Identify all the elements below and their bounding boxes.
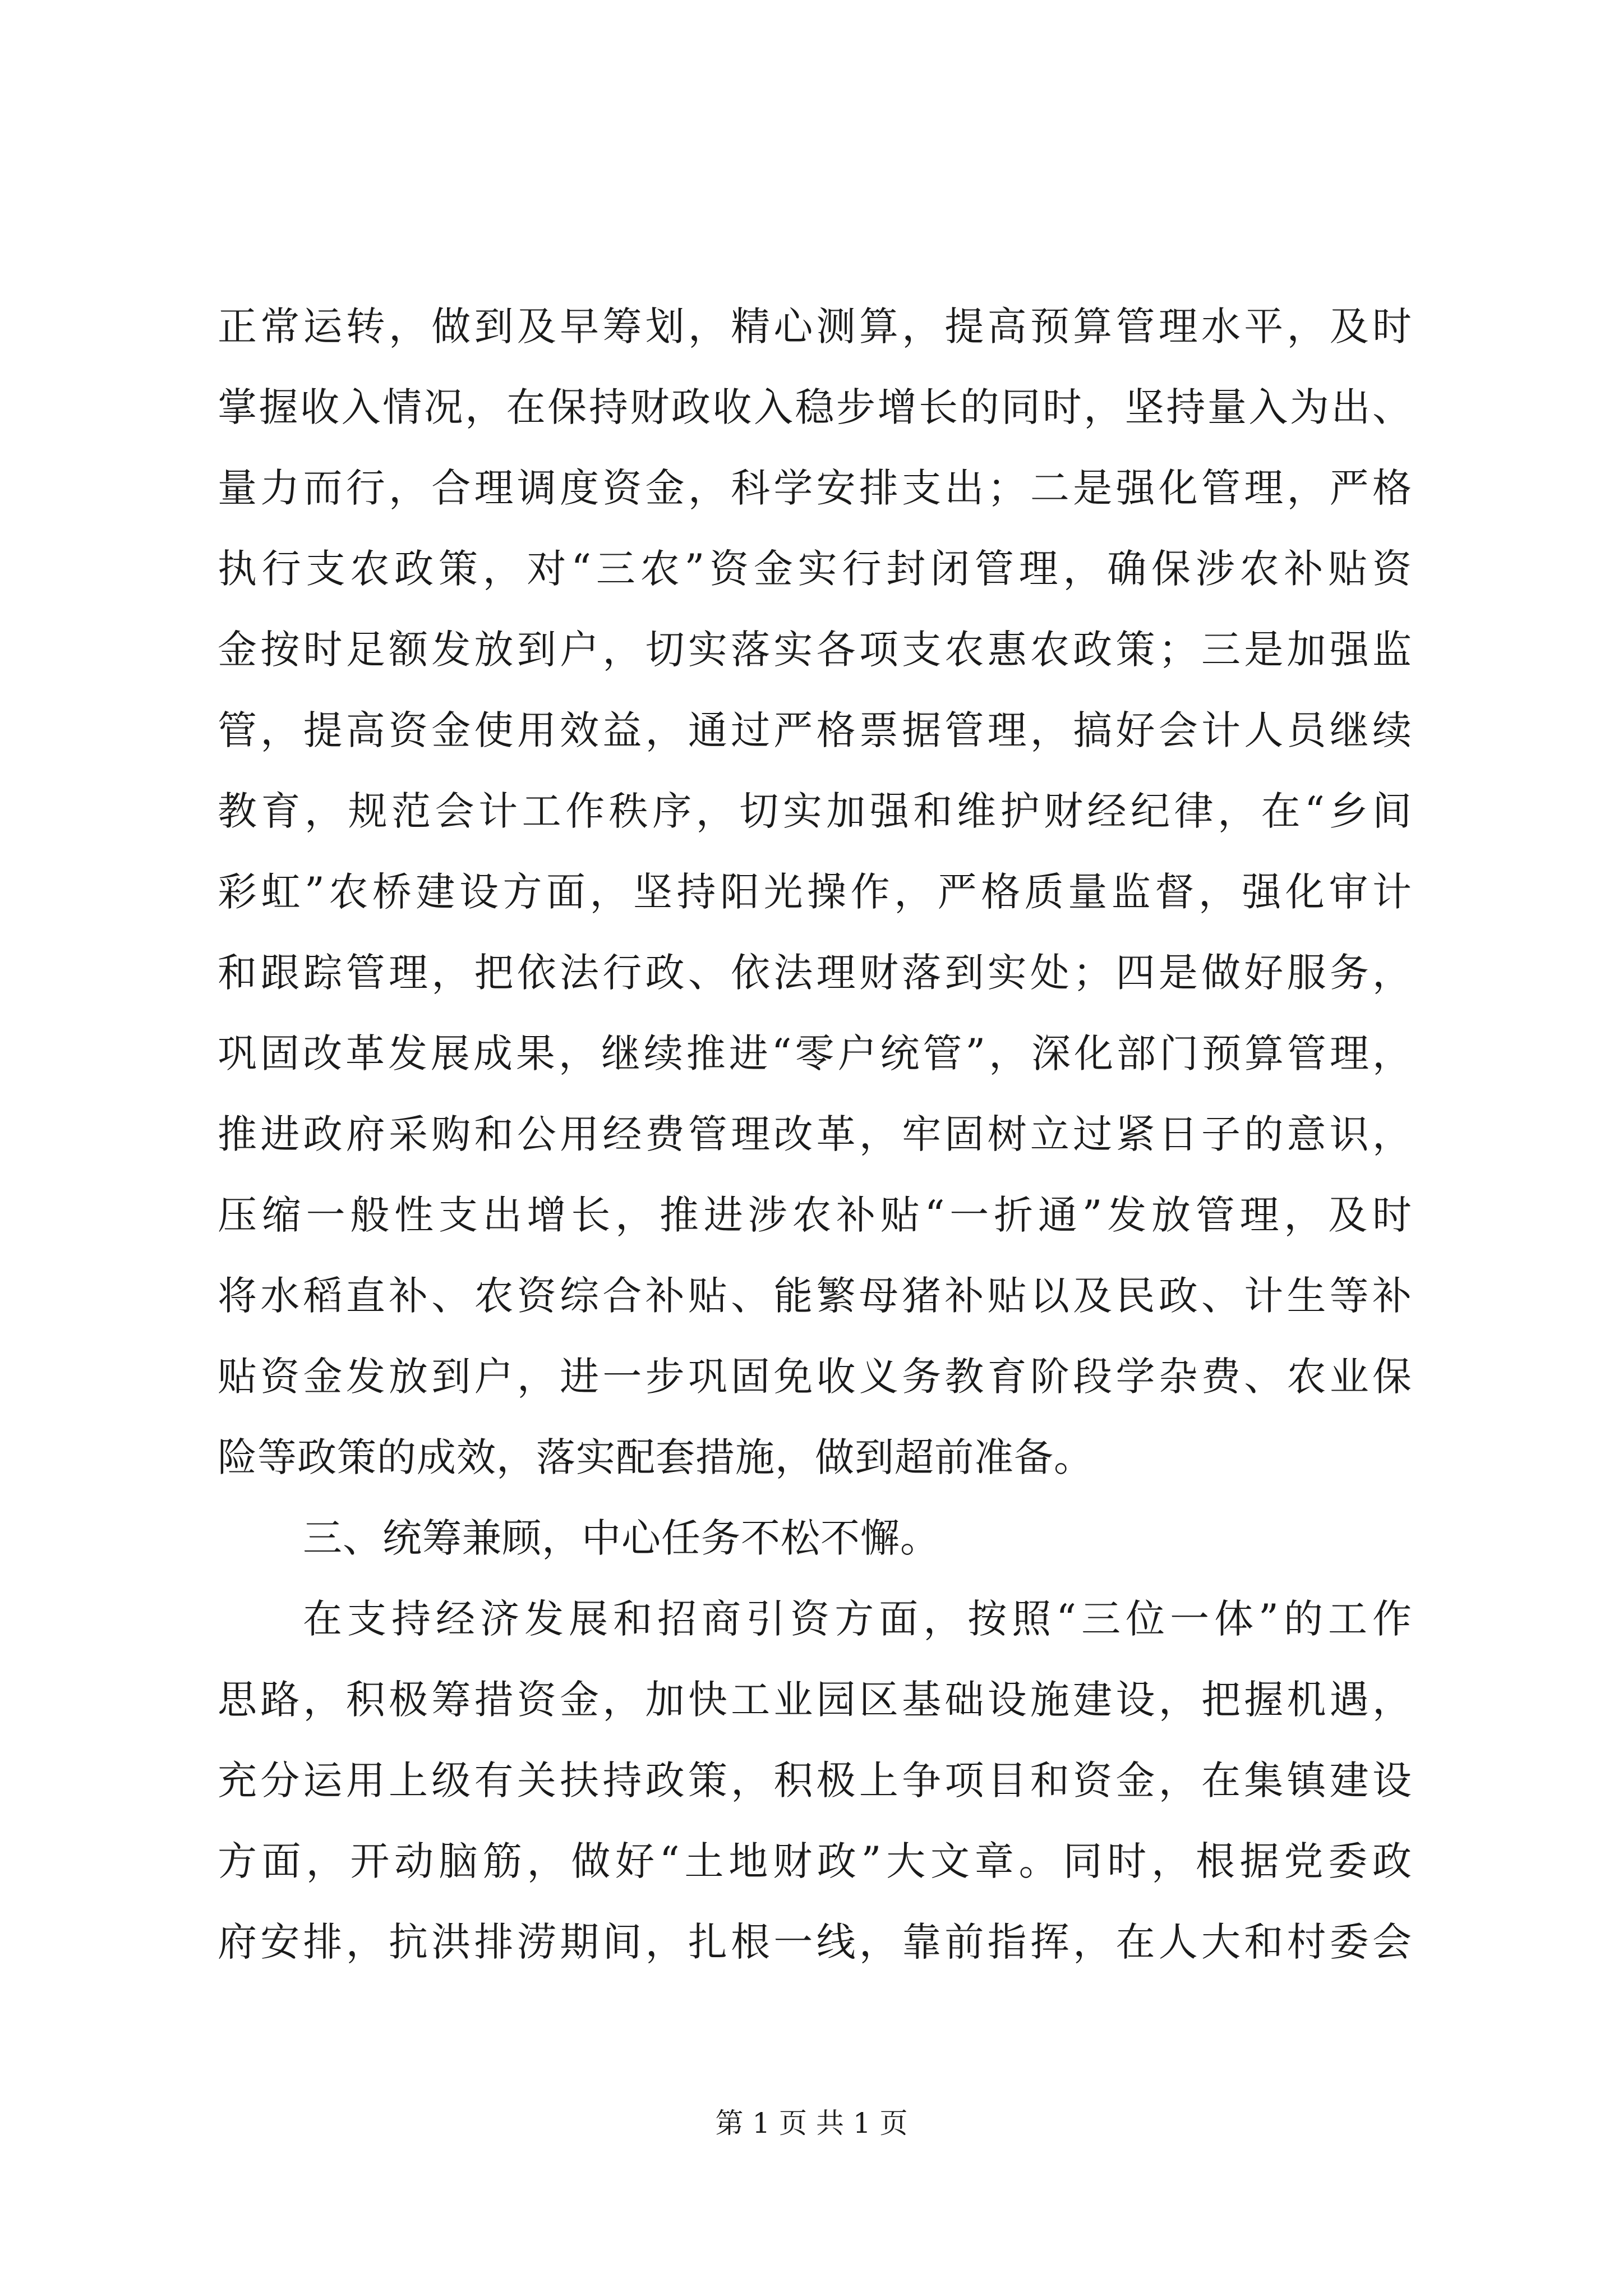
text-line: 掌握收入情况，在保持财政收入稳步增长的同时，坚持量入为出、 — [218, 384, 1412, 430]
text-line: 巩固改革发展成果，继续推进“零户统管”，深化部门预算管理， — [218, 1030, 1412, 1076]
text-line: 在支持经济发展和招商引资方面，按照“三位一体”的工作 — [303, 1596, 1412, 1642]
text-line: 量力而行，合理调度资金，科学安排支出；二是强化管理，严格 — [218, 465, 1412, 511]
text-line: 充分运用上级有关扶持政策，积极上争项目和资金，在集镇建设 — [218, 1757, 1412, 1803]
text-line: 贴资金发放到户，进一步巩固免收义务教育阶段学杂费、农业保 — [218, 1354, 1412, 1400]
text-line: 正常运转，做到及早筹划，精心测算，提高预算管理水平，及时 — [218, 303, 1412, 349]
text-line: 推进政府采购和公用经费管理改革，牢固树立过紧日子的意识， — [218, 1111, 1412, 1157]
text-line: 将水稻直补、农资综合补贴、能繁母猪补贴以及民政、计生等补 — [218, 1273, 1412, 1319]
text-line: 险等政策的成效，落实配套措施，做到超前准备。 — [218, 1434, 1094, 1480]
text-line: 府安排，抗洪排涝期间，扎根一线，靠前指挥，在人大和村委会 — [218, 1919, 1412, 1965]
text-line: 思路，积极筹措资金，加快工业园区基础设施建设，把握机遇， — [218, 1677, 1412, 1723]
text-line: 管，提高资金使用效益，通过严格票据管理，搞好会计人员继续 — [218, 707, 1412, 753]
text-line: 彩虹”农桥建设方面，坚持阳光操作，严格质量监督，强化审计 — [218, 869, 1412, 915]
text-line: 金按时足额发放到户，切实落实各项支农惠农政策；三是加强监 — [218, 627, 1412, 673]
text-line: 教育，规范会计工作秩序，切实加强和维护财经纪律，在“乡间 — [218, 788, 1412, 834]
section-heading: 三、统筹兼顾，中心任务不松不懈。 — [303, 1515, 940, 1561]
body-text — [218, 286, 1412, 1982]
text-line: 压缩一般性支出增长，推进涉农补贴“一折通”发放管理，及时 — [218, 1192, 1412, 1238]
text-line: 和跟踪管理，把依法行政、依法理财落到实处；四是做好服务， — [218, 950, 1412, 996]
text-line: 方面，开动脑筋，做好“土地财政”大文章。同时，根据党委政 — [218, 1838, 1412, 1884]
page-footer: 第 1 页 共 1 页 — [715, 2107, 908, 2139]
text-line: 执行支农政策，对“三农”资金实行封闭管理，确保涉农补贴资 — [218, 546, 1412, 592]
